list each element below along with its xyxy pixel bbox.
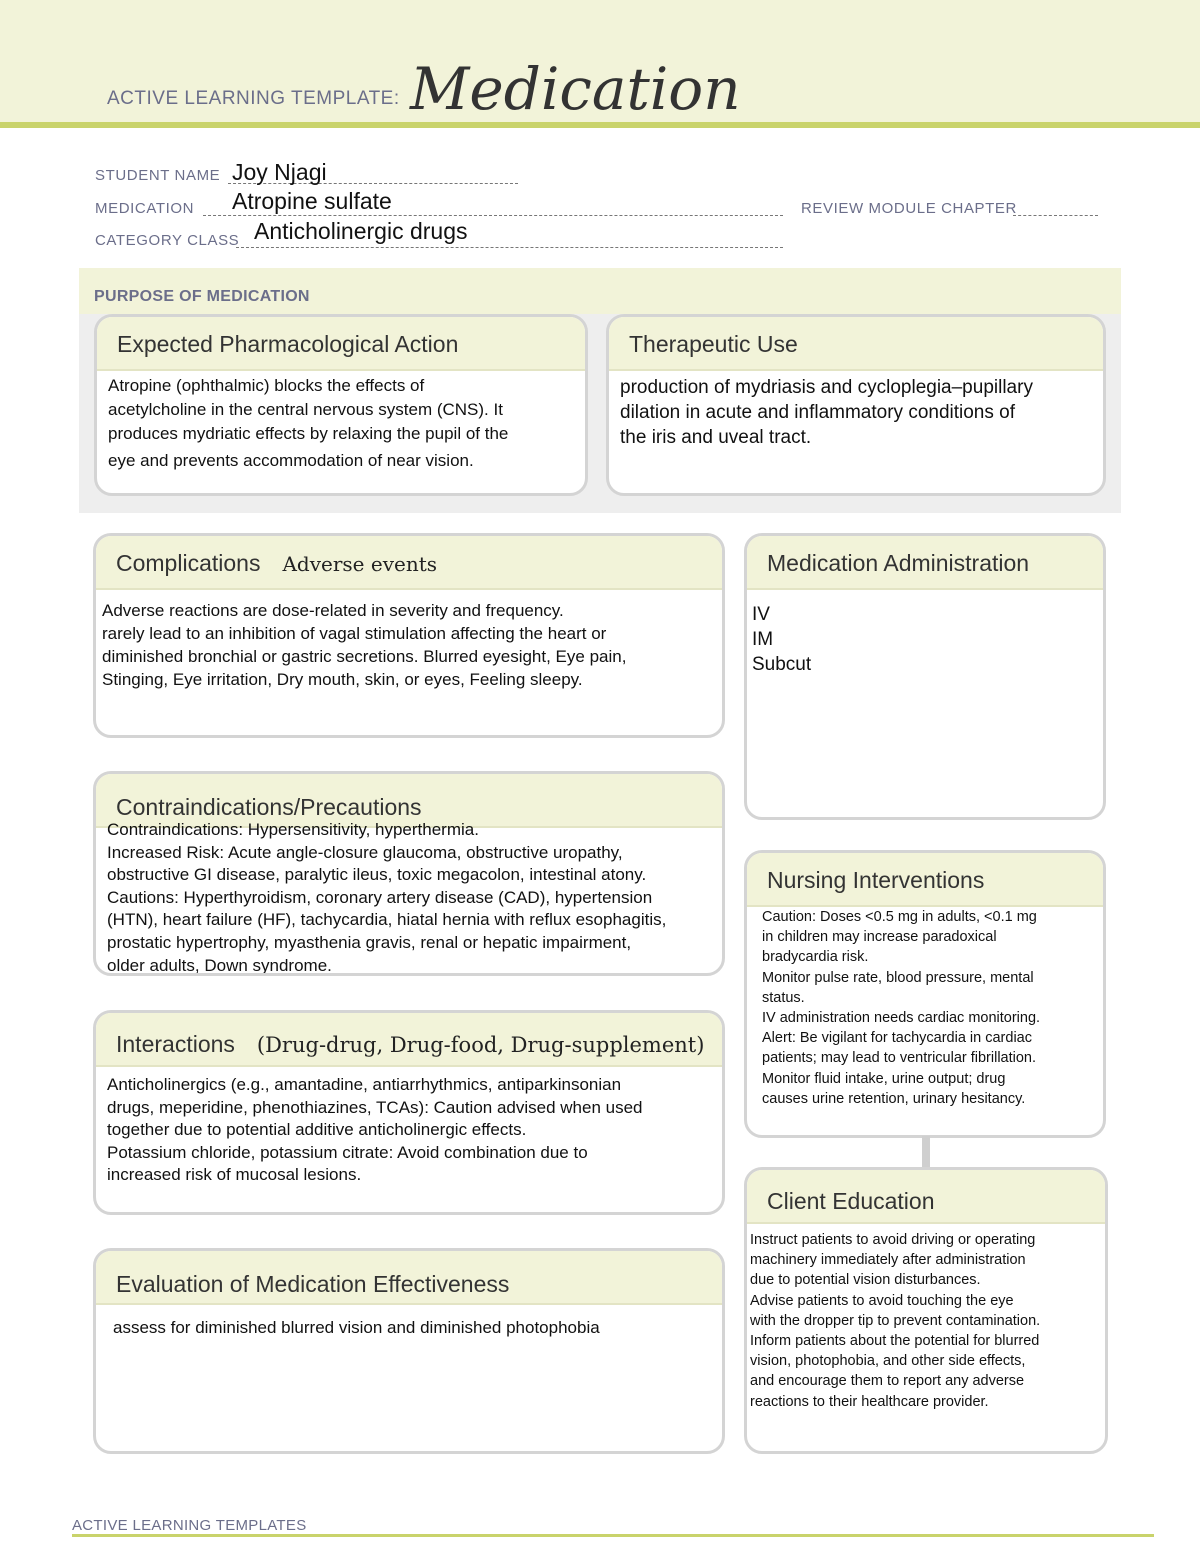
expected-action-box — [94, 314, 588, 496]
contraindications-box — [93, 771, 725, 976]
therapeutic-use-title: Therapeutic Use — [629, 331, 798, 357]
category-class-value[interactable]: Anticholinergic drugs — [254, 218, 468, 244]
medication-line — [203, 215, 783, 216]
footer-rule — [72, 1534, 1154, 1537]
evaluation-title: Evaluation of Medication Effectiveness — [116, 1271, 510, 1297]
nursing-text[interactable]: Caution: Doses <0.5 mg in adults, <0.1 mg in children may increase paradoxical bradycardia risk. Monitor pulse rate, blood pressure, mental status. IV administration needs cardiac monitoring. Alert: Be vigilant for tachycardia in cardiac patients; may lead to ventricular fibrillation. Monitor fluid intake, urine output; drug causes urine retention, urinary hesitancy. — [762, 909, 1041, 1107]
client-education-box — [744, 1167, 1108, 1454]
footer-label: ACTIVE LEARNING TEMPLATES — [72, 1517, 307, 1534]
nursing-title: Nursing Interventions — [767, 867, 985, 893]
expected-action-title: Expected Pharmacological Action — [117, 331, 459, 357]
student-name-value[interactable]: Joy Njagi — [232, 159, 327, 185]
review-module-label: REVIEW MODULE CHAPTER — [801, 200, 1017, 217]
nursing-box — [744, 850, 1106, 1138]
complications-subtitle: Adverse events — [282, 552, 438, 576]
review-module-line[interactable] — [1013, 215, 1098, 216]
complications-box — [93, 533, 725, 738]
student-name-label: STUDENT NAME — [95, 167, 221, 184]
purpose-title: PURPOSE OF MEDICATION — [94, 288, 310, 305]
template-title: Medication — [410, 55, 741, 123]
client-education-title: Client Education — [767, 1188, 935, 1214]
interactions-title: Interactions (Drug-drug, Drug-food, Drug-supplement) — [116, 1031, 705, 1057]
medication-value[interactable]: Atropine sulfate — [232, 188, 392, 214]
administration-text[interactable]: IV IM Subcut — [752, 604, 812, 675]
complications-text[interactable]: Adverse reactions are dose-related in severity and frequency. rarely lead to an inhibition of vagal stimulation affecting the heart or diminished bronchial or gastric secretions. Blurred eyesight, Eye pain, Stinging, Eye irritation, Dry mouth, skin, or eyes, Feeling sleepy. — [102, 601, 627, 689]
evaluation-box — [93, 1248, 725, 1454]
interactions-subtitle: (Drug-drug, Drug-food, Drug-supplement) — [256, 1033, 705, 1057]
therapeutic-use-text[interactable]: production of mydriasis and cycloplegia–pupillary dilation in acute and inflammatory conditions of the iris and uveal tract. — [620, 377, 1033, 448]
administration-title: Medication Administration — [767, 550, 1030, 576]
contraindications-title: Contraindications/Precautions — [116, 794, 422, 820]
template-label: ACTIVE LEARNING TEMPLATE: — [107, 88, 400, 109]
administration-box — [744, 533, 1106, 820]
expected-action-text[interactable]: Atropine (ophthalmic) blocks the effects of acetylcholine in the central nervous system (CNS). It produces mydriatic effects by relaxing the pupil of the eye and prevents accommodation of near vision. — [108, 376, 509, 470]
category-class-label: CATEGORY CLASS — [95, 232, 240, 249]
evaluation-text[interactable]: assess for diminished blurred vision and diminished photophobia — [113, 1318, 600, 1337]
client-education-text[interactable]: Instruct patients to avoid driving or operating machinery immediately after administration due to potential vision disturbances. Advise patients to avoid touching the eye with the dropper tip to prevent contamination. Inform patients about the potential for blurred vision, photophobia, and other side effects, and encourage them to report any adverse reactions to their healthcare provider. — [750, 1232, 1041, 1410]
contraindications-text[interactable]: Contraindications: Hypersensitivity, hyperthermia. Increased Risk: Acute angle-closure glaucoma, obstructive uropathy, obstructive GI disease, paralytic ileus, toxic megacolon, intestinal atony. Cautions: Hyperthyroidism, coronary artery disease (CAD), hypertension (HTN), heart failure (HF), tachycardia, hiatal hernia with reflux esophagitis, prostatic hypertrophy, myasthenia gravis, renal or hepatic impairment, older adults, Down syndrome. — [107, 820, 667, 975]
category-class-line — [236, 247, 783, 248]
box-connector — [922, 1136, 930, 1168]
complications-title: Complications Adverse events — [116, 550, 438, 576]
medication-label: MEDICATION — [95, 200, 195, 217]
interactions-box — [93, 1010, 725, 1215]
therapeutic-use-box — [606, 314, 1106, 496]
interactions-text[interactable]: Anticholinergics (e.g., amantadine, antiarrhythmics, antiparkinsonian drugs, meperidine, phenothiazines, TCAs): Caution advised when used together due to potential additive anticholinergic effects. Potassium chloride, potassium citrate: Avoid combination due to increased risk of mucosal lesions. — [107, 1075, 643, 1185]
